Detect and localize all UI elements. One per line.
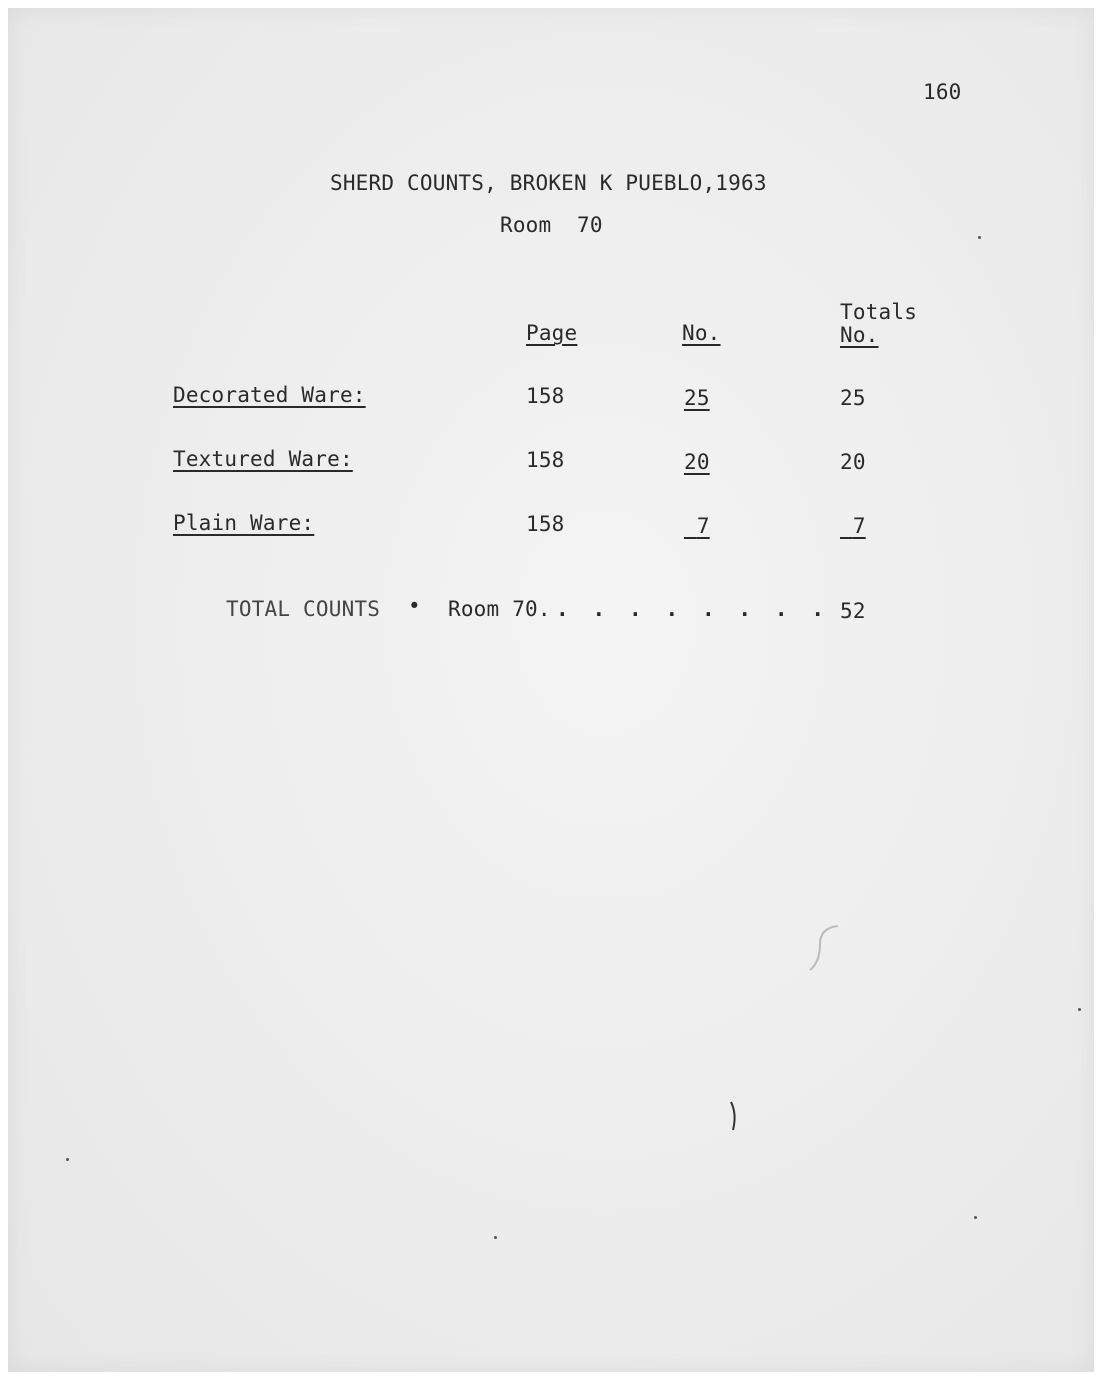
column-header-totals: Totals	[840, 300, 918, 324]
row-no-textured: 20	[684, 450, 710, 474]
paper-hair-mark	[723, 1098, 743, 1138]
row-page-textured: 158	[526, 448, 565, 472]
row-total-plain-value: 7	[852, 514, 866, 538]
row-total-decorated: 25	[840, 386, 866, 410]
paper-speck	[974, 1216, 977, 1219]
row-page-plain: 158	[526, 512, 565, 536]
total-counts-label: TOTAL COUNTS	[226, 597, 381, 621]
paper-speck	[494, 1236, 497, 1239]
total-counts-value: 52	[840, 599, 866, 623]
row-label-decorated: Decorated Ware:	[173, 383, 366, 407]
total-room-label: Room 70.	[448, 597, 551, 621]
document-title: SHERD COUNTS, BROKEN K PUEBLO,1963	[330, 171, 767, 195]
row-total-textured: 20	[840, 450, 866, 474]
row-no-plain	[684, 514, 710, 538]
paper-speck	[66, 1158, 69, 1161]
column-header-totals-no: No.	[840, 323, 879, 347]
page-number: 160	[923, 80, 962, 104]
row-no-plain-value: 7	[696, 514, 710, 538]
document-page	[8, 8, 1094, 1372]
paper-speck	[978, 236, 981, 239]
paper-speck	[1078, 1008, 1081, 1011]
document-subtitle: Room 70	[500, 213, 603, 237]
row-label-textured: Textured Ware:	[173, 447, 353, 471]
row-no-decorated: 25	[684, 386, 710, 410]
column-header-no: No.	[682, 321, 721, 345]
column-header-page: Page	[526, 321, 578, 345]
row-label-plain: Plain Ware:	[173, 511, 315, 535]
total-leader-dots: . . . . . . . .	[556, 597, 830, 621]
row-page-decorated: 158	[526, 384, 565, 408]
total-bullet: •	[408, 594, 421, 618]
paper-hair-mark	[798, 918, 848, 978]
row-total-plain	[840, 514, 866, 538]
